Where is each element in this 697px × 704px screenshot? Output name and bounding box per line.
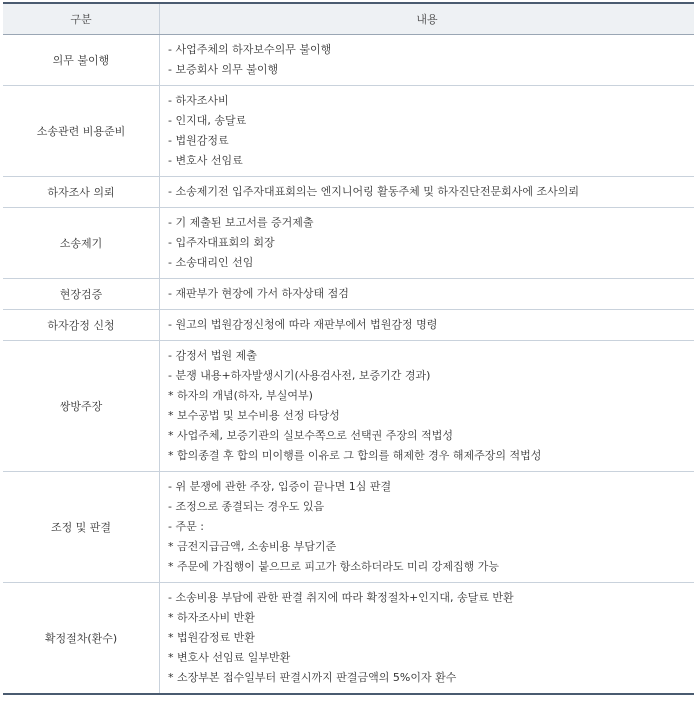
row-content [160,279,695,310]
row-content [160,341,695,472]
row-content [160,86,695,177]
content-line: * 사업주체, 보증기관의 실보수쪽으로 선택권 주장의 적법성 [168,429,453,442]
header-content: 내용 [160,3,695,35]
row-content [160,35,695,86]
content-line: - 감정서 법원 제출 [168,349,257,362]
row-category: 조정 및 판결 [3,472,160,583]
row-content [160,472,695,583]
row-category: 쌍방주장 [3,341,160,472]
content-line: - 기 제출된 보고서를 증거제출 [168,216,314,229]
row-category: 하자조사 의뢰 [3,177,160,208]
content-line: * 소장부본 접수일부터 판결시까지 판결금액의 5%이자 환수 [168,671,457,684]
table-row [3,177,694,208]
content-line: - 법원감정료 [168,134,229,147]
content-line: - 하자조사비 [168,94,229,107]
content-line: - 주문 : [168,520,204,533]
table-row [3,208,694,279]
table-row [3,583,694,695]
row-category: 소송제기 [3,208,160,279]
content-line: - 인지대, 송달료 [168,114,247,127]
content-line: - 입주자대표회의 회장 [168,236,275,249]
content-line: - 소송제기전 입주자대표회의는 엔지니어링 활동주체 및 하자진단전문회사에 조사의뢰 [168,185,579,198]
table-row [3,310,694,341]
content-line: - 조정으로 종결되는 경우도 있음 [168,500,325,513]
row-content [160,583,695,695]
content-line: - 변호사 선임료 [168,154,243,167]
content-line: * 하자의 개념(하자, 부실여부) [168,389,313,402]
content-line: - 원고의 법원감정신청에 따라 재판부에서 법원감정 명령 [168,318,438,331]
row-category: 의무 불이행 [3,35,160,86]
table-header-row [3,3,694,35]
content-line: - 위 분쟁에 관한 주장, 입증이 끝나면 1심 판결 [168,480,392,493]
table-row [3,86,694,177]
table-body [3,35,694,695]
content-line: * 금전지급금액, 소송비용 부담기준 [168,540,337,553]
content-line: * 주문에 가집행이 붙으므로 피고가 항소하더라도 미리 강제집행 가능 [168,560,499,573]
content-line: * 법원감정료 반환 [168,631,255,644]
content-line: - 보증회사 의무 불이행 [168,63,279,76]
content-line: * 하자조사비 반환 [168,611,255,624]
row-category: 현장검증 [3,279,160,310]
table-row [3,279,694,310]
content-line: * 보수공법 및 보수비용 선정 타당성 [168,409,340,422]
row-category: 확정절차(환수) [3,583,160,695]
procedure-table-wrapper [3,2,694,695]
content-line: - 재판부가 현장에 가서 하자상태 점검 [168,287,349,300]
procedure-table [3,2,694,695]
content-line: - 사업주체의 하자보수의무 불이행 [168,43,332,56]
row-content [160,177,695,208]
content-line: - 소송비용 부담에 관한 판결 취지에 따라 확정절차+인지대, 송달료 반환 [168,591,514,604]
table-row [3,341,694,472]
row-content [160,310,695,341]
table-row [3,35,694,86]
content-line: * 합의종결 후 합의 미이행를 이유로 그 합의를 해제한 경우 해제주장의 적법성 [168,449,542,462]
row-category: 하자감정 신청 [3,310,160,341]
header-category: 구분 [3,3,160,35]
row-content [160,208,695,279]
content-line: - 소송대리인 선임 [168,256,254,269]
table-row [3,472,694,583]
content-line: - 분쟁 내용+하자발생시기(사용검사전, 보증기간 경과) [168,369,431,382]
content-line: * 변호사 선임료 일부반환 [168,651,291,664]
row-category: 소송관련 비용준비 [3,86,160,177]
